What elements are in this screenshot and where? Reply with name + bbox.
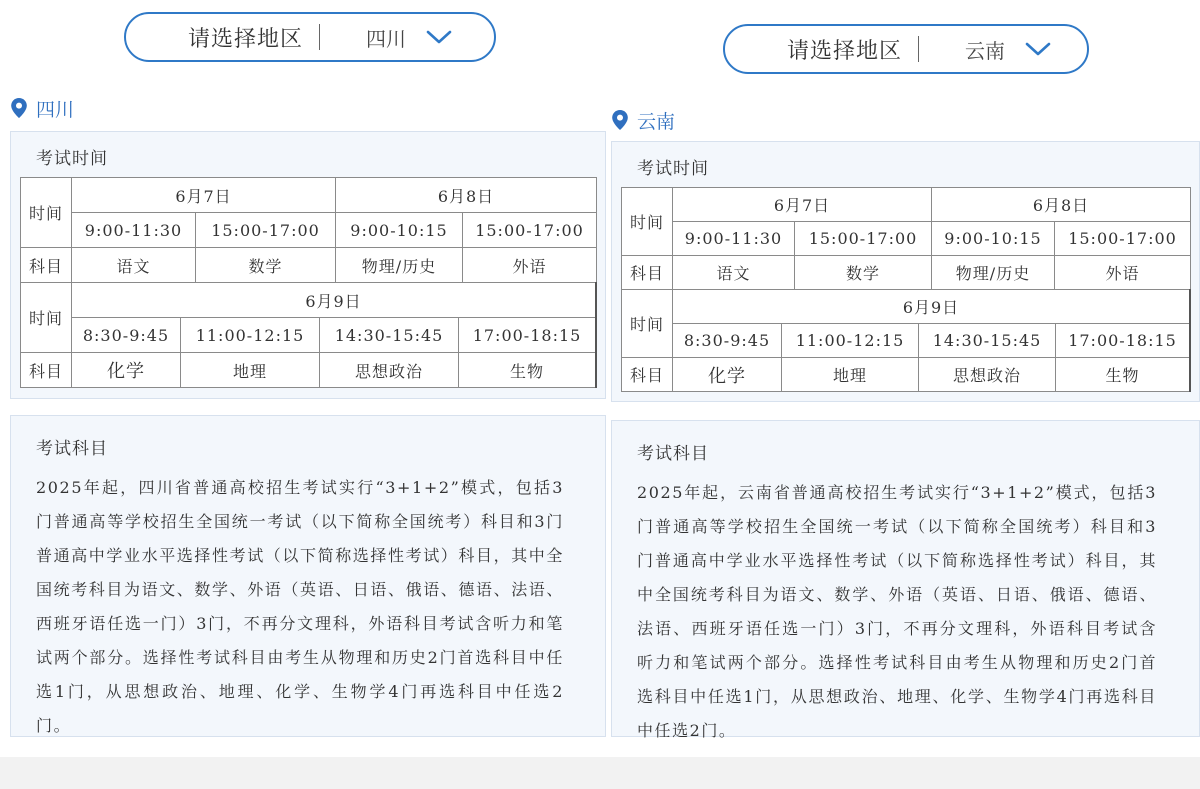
table-row <box>622 324 1191 358</box>
time-header-cell: 时间 <box>21 283 72 353</box>
time-cell: 9:00-11:30 <box>72 213 196 248</box>
time-cell: 15:00-17:00 <box>795 222 932 256</box>
exam-schedule-title: 考试时间 <box>637 159 709 179</box>
date-cell: 6月9日 <box>72 283 597 318</box>
subject-header-cell: 科目 <box>21 248 72 283</box>
subject-header-cell: 科目 <box>622 358 673 392</box>
date-cell: 6月7日 <box>72 178 336 213</box>
region-panel-yunnan <box>611 24 1200 740</box>
subject-cell: 外语 <box>463 248 597 283</box>
time-header-cell: 时间 <box>622 188 673 256</box>
table-row <box>622 256 1191 290</box>
time-cell: 11:00-12:15 <box>782 324 919 358</box>
table-row <box>622 290 1191 324</box>
time-cell: 17:00-18:15 <box>459 318 597 353</box>
subject-cell: 地理 <box>181 353 320 388</box>
exam-subjects-box <box>10 415 606 737</box>
exam-subjects-title: 考试科目 <box>637 444 709 464</box>
table-row <box>622 188 1191 222</box>
region-heading <box>611 107 1200 133</box>
time-cell: 8:30-9:45 <box>72 318 181 353</box>
time-cell: 14:30-15:45 <box>320 318 459 353</box>
date-cell: 6月7日 <box>673 188 932 222</box>
region-selector-value[interactable]: 云南 <box>965 38 1006 63</box>
location-pin-icon <box>10 97 28 119</box>
region-heading-label: 云南 <box>637 110 676 133</box>
exam-subjects-description: 2025年起，云南省普通高校招生考试实行“3+1+2”模式，包括3门普通高等学校招生全国统一考试（以下简称全国统考）科目和3门普通高中学业水平选择性考试（以下简称选择性考试）科目，其中全国统考科目为语文、数学、外语（英语、日语、俄语、德语、法语、西班牙语任选一门）3门，不再分文理科，外语科目考试含听力和笔试两个部分。选择性考试科目由考生从物理和历史2门首选科目中任选1门，从思想政治、地理、化学、生物学4门再选科目中任选2门。 <box>637 483 1157 740</box>
exam-schedule-box <box>611 141 1200 402</box>
table-row <box>21 248 597 283</box>
subject-header-cell: 科目 <box>622 256 673 290</box>
subject-cell: 外语 <box>1055 256 1191 290</box>
subject-cell: 化学 <box>673 358 782 392</box>
subject-cell: 化学 <box>72 353 181 388</box>
time-cell: 15:00-17:00 <box>463 213 597 248</box>
time-cell: 9:00-10:15 <box>336 213 463 248</box>
exam-schedule-table-day-9 <box>20 282 597 388</box>
exam-schedule-table-days-7-8 <box>20 177 597 283</box>
time-cell: 8:30-9:45 <box>673 324 782 358</box>
table-row <box>21 213 597 248</box>
subject-cell: 语文 <box>72 248 196 283</box>
chevron-down-icon[interactable] <box>1025 41 1051 57</box>
exam-schedule-box <box>10 131 606 399</box>
exam-subjects-box <box>611 420 1200 740</box>
time-cell: 9:00-11:30 <box>673 222 795 256</box>
subject-cell: 物理/历史 <box>932 256 1055 290</box>
time-header-cell: 时间 <box>622 290 673 358</box>
table-row <box>21 318 597 353</box>
table-row <box>21 353 597 388</box>
region-panel-sichuan <box>10 12 606 737</box>
page-footer-band <box>0 757 1200 789</box>
time-cell: 15:00-17:00 <box>1055 222 1191 256</box>
subject-cell: 思想政治 <box>320 353 459 388</box>
chevron-down-icon[interactable] <box>426 29 452 45</box>
subject-cell: 思想政治 <box>919 358 1056 392</box>
subject-cell: 数学 <box>196 248 336 283</box>
region-selector-label: 请选择地区 <box>787 38 903 64</box>
time-cell: 17:00-18:15 <box>1056 324 1191 358</box>
subject-cell: 生物 <box>459 353 597 388</box>
exam-subjects-description: 2025年起，四川省普通高校招生考试实行“3+1+2”模式，包括3门普通高等学校招生全国统一考试（以下简称全国统考）科目和3门普通高中学业水平选择性考试（以下简称选择性考试）科目，其中全国统考科目为语文、数学、外语（英语、日语、俄语、德语、法语、西班牙语任选一门）3门，不再分文理科，外语科目考试含听力和笔试两个部分。选择性考试科目由考生从物理和历史2门首选科目中任选1门，从思想政治、地理、化学、生物学4门再选科目中任选2门。 <box>36 478 565 735</box>
date-cell: 6月8日 <box>336 178 597 213</box>
time-cell: 9:00-10:15 <box>932 222 1055 256</box>
exam-schedule-title: 考试时间 <box>36 149 108 169</box>
time-cell: 14:30-15:45 <box>919 324 1056 358</box>
region-heading <box>10 95 606 121</box>
region-selector[interactable] <box>124 12 496 62</box>
region-selector-label: 请选择地区 <box>188 26 304 52</box>
table-row <box>622 222 1191 256</box>
subject-header-cell: 科目 <box>21 353 72 388</box>
time-cell: 15:00-17:00 <box>196 213 336 248</box>
subject-cell: 地理 <box>782 358 919 392</box>
exam-subjects-title: 考试科目 <box>36 439 108 459</box>
table-row <box>21 283 597 318</box>
subject-cell: 生物 <box>1056 358 1191 392</box>
subject-cell: 语文 <box>673 256 795 290</box>
date-cell: 6月9日 <box>673 290 1191 324</box>
subject-cell: 物理/历史 <box>336 248 463 283</box>
region-heading-label: 四川 <box>36 98 75 121</box>
table-row <box>622 358 1191 392</box>
date-cell: 6月8日 <box>932 188 1191 222</box>
subject-cell: 数学 <box>795 256 932 290</box>
selector-divider <box>319 24 320 50</box>
region-selector-value[interactable]: 四川 <box>366 26 407 51</box>
time-cell: 11:00-12:15 <box>181 318 320 353</box>
selector-divider <box>918 36 919 62</box>
exam-schedule-table-day-9 <box>621 289 1191 392</box>
exam-schedule-table-days-7-8 <box>621 187 1191 290</box>
table-row <box>21 178 597 213</box>
location-pin-icon <box>611 109 629 131</box>
time-header-cell: 时间 <box>21 178 72 248</box>
region-selector[interactable] <box>723 24 1089 74</box>
